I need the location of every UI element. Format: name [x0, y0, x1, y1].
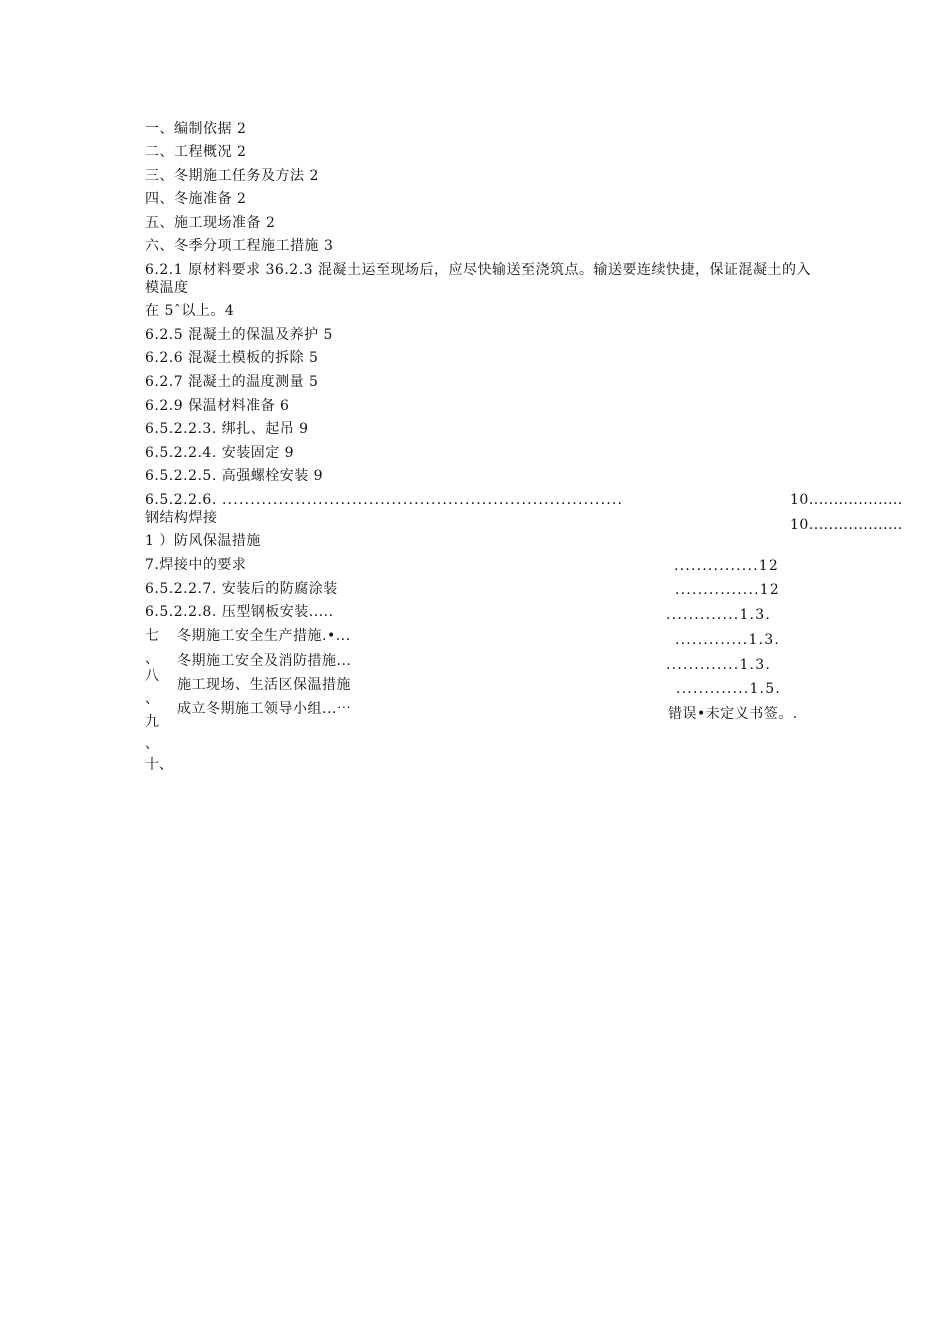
toc-item-65223: 6.5.2.2.3. 绑扎、起吊 9	[145, 421, 309, 437]
toc-item-625: 6.2.5 混凝土的保温及养护 5	[145, 327, 333, 343]
toc-item-65226-page: 10...................	[790, 492, 903, 508]
toc-item-5: 五、施工现场准备 2	[145, 215, 276, 231]
chapter-title-10: 成立冬期施工领导小组...⋯	[177, 701, 352, 717]
chapter-num-sep-2: 、	[145, 691, 159, 707]
toc-item-weld: 钢结构焊接	[145, 510, 218, 526]
toc-item-3: 三、冬期施工任务及方法 2	[145, 168, 319, 184]
toc-item-4: 四、冬施准备 2	[145, 191, 247, 207]
toc-item-6: 六、冬季分项工程施工措施 3	[145, 238, 334, 254]
chapter-num-9: 九	[145, 714, 159, 730]
toc-item-65224: 6.5.2.2.4. 安装固定 9	[145, 445, 295, 461]
toc-item-65228: 6.5.2.2.8. 压型钢板安装.....	[145, 604, 334, 620]
toc-item-weld-req-page: ...............12	[674, 558, 779, 574]
chapter-page-9: .............1.5.	[676, 681, 781, 697]
chapter-title-8: 冬期施工安全及消防措施...	[177, 653, 352, 669]
chapter-num-8: 八	[145, 668, 159, 684]
toc-item-65226-dots: .......................................................................	[222, 492, 624, 508]
toc-item-65228-page: .............1.3.	[666, 607, 771, 623]
chapter-page-8: .............1.3.	[666, 657, 771, 673]
chapter-title-7: 冬期施工安全生产措施.•...	[177, 628, 351, 644]
chapter-page-10: 错误•未定义书签。.	[668, 706, 798, 722]
chapter-num-sep-1: 、	[145, 651, 159, 667]
toc-item-1: 一、编制依据 2	[145, 121, 247, 137]
toc-item-629: 6.2.9 保温材料准备 6	[145, 398, 290, 414]
toc-item-627: 6.2.7 混凝土的温度测量 5	[145, 374, 319, 390]
chapter-title-9: 施工现场、生活区保温措施	[177, 677, 351, 693]
chapter-page-7: .............1.3.	[675, 632, 780, 648]
toc-item-621-cont: 在 5ˆ以上。4	[145, 303, 235, 319]
chapter-num-7: 七	[145, 628, 159, 644]
chapter-num-sep-3: 、	[145, 736, 159, 752]
toc-item-65226-label: 6.5.2.2.6.	[145, 492, 217, 508]
toc-item-65225: 6.5.2.2.5. 高强螺栓安装 9	[145, 468, 324, 484]
toc-item-621: 6.2.1 原材料要求 36.2.3 混凝土运至现场后，应尽快输送至浇筑点。输送要连续快捷，保证混凝土的入模温度	[145, 262, 811, 296]
toc-item-wind: 1 ）防风保温措施	[145, 533, 261, 549]
toc-item-626: 6.2.6 混凝土模板的拆除 5	[145, 350, 319, 366]
toc-item-weld-req: 7.焊接中的要求	[145, 557, 247, 573]
toc-item-65227: 6.5.2.2.7. 安装后的防腐涂装	[145, 581, 338, 597]
chapter-num-10: 十、	[145, 757, 173, 773]
toc-item-2: 二、工程概况 2	[145, 144, 247, 160]
toc-item-weld-page: 10...................	[790, 517, 903, 533]
toc-item-65227-page: ...............12	[675, 582, 780, 598]
